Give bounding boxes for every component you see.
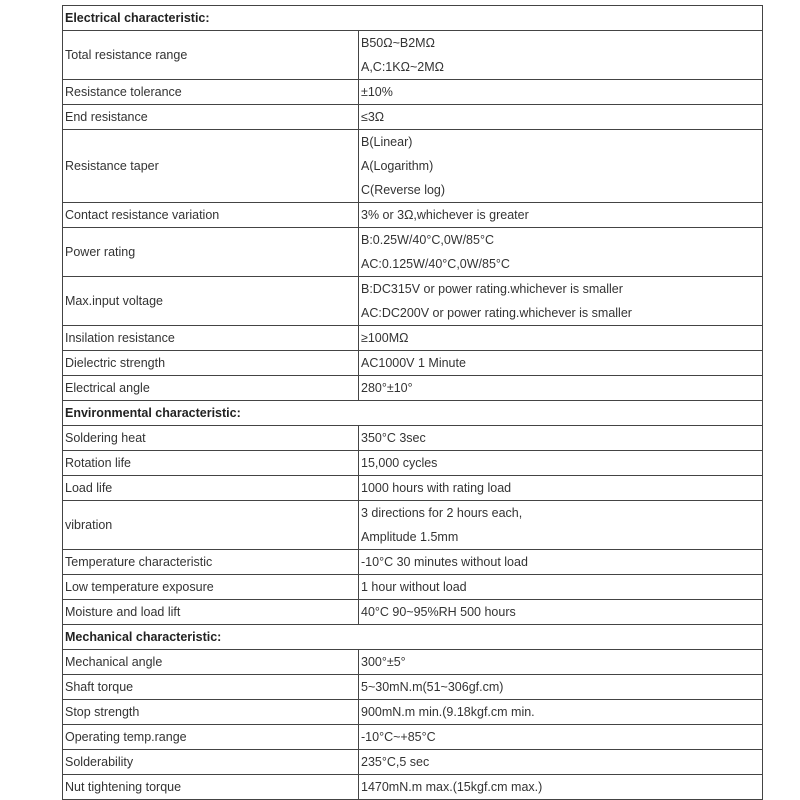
spec-value <box>359 351 763 376</box>
spec-label: Mechanical angle <box>63 650 359 675</box>
spec-value-line: ≥100MΩ <box>361 331 409 345</box>
spec-value <box>359 476 763 501</box>
spec-row <box>63 725 763 750</box>
spec-value-line: AC:DC200V or power rating.whichever is smaller <box>361 306 632 320</box>
spec-value <box>359 650 763 675</box>
spec-value <box>359 575 763 600</box>
section-title: Electrical characteristic: <box>63 6 763 31</box>
spec-row <box>63 80 763 105</box>
spec-value-line: B(Linear) <box>361 135 413 149</box>
spec-value-line: AC1000V 1 Minute <box>361 356 466 370</box>
spec-row <box>63 575 763 600</box>
section-title: Environmental characteristic: <box>63 401 763 426</box>
spec-value-line: 40°C 90~95%RH 500 hours <box>361 605 516 619</box>
spec-row <box>63 203 763 228</box>
spec-table <box>62 5 763 800</box>
spec-value-line: 3% or 3Ω,whichever is greater <box>361 208 529 222</box>
spec-row <box>63 31 763 80</box>
spec-value-line: 1470mN.m max.(15kgf.cm max.) <box>361 780 543 794</box>
spec-value <box>359 376 763 401</box>
spec-value-line: ≤3Ω <box>361 110 385 124</box>
spec-value-line: 900mN.m min.(9.18kgf.cm min. <box>361 705 535 719</box>
spec-value-line: Amplitude 1.5mm <box>361 530 459 544</box>
spec-row <box>63 476 763 501</box>
spec-value <box>359 326 763 351</box>
spec-value-line: 5~30mN.m(51~306gf.cm) <box>361 680 504 694</box>
spec-label: Dielectric strength <box>63 351 359 376</box>
spec-label: Low temperature exposure <box>63 575 359 600</box>
spec-value <box>359 700 763 725</box>
spec-value-line: 350°C 3sec <box>361 431 426 445</box>
spec-label: Temperature characteristic <box>63 550 359 575</box>
spec-row <box>63 376 763 401</box>
spec-label: Stop strength <box>63 700 359 725</box>
spec-label: Soldering heat <box>63 426 359 451</box>
spec-row <box>63 675 763 700</box>
section-header-row <box>63 401 763 426</box>
spec-value-line: 3 directions for 2 hours each, <box>361 506 523 520</box>
spec-value <box>359 130 763 203</box>
spec-label: Power rating <box>63 228 359 277</box>
spec-value <box>359 775 763 800</box>
spec-value-line: 1 hour without load <box>361 580 467 594</box>
spec-row <box>63 650 763 675</box>
spec-value-line: 1000 hours with rating load <box>361 481 512 495</box>
spec-row <box>63 228 763 277</box>
spec-value-line: B50Ω~B2MΩ <box>361 36 435 50</box>
spec-value <box>359 105 763 130</box>
spec-row <box>63 426 763 451</box>
spec-value <box>359 451 763 476</box>
section-header-row <box>63 6 763 31</box>
spec-label: Resistance tolerance <box>63 80 359 105</box>
spec-row <box>63 105 763 130</box>
spec-value <box>359 675 763 700</box>
spec-value <box>359 228 763 277</box>
spec-row <box>63 351 763 376</box>
spec-value-line: -10°C 30 minutes without load <box>361 555 528 569</box>
spec-value <box>359 550 763 575</box>
spec-label: vibration <box>63 501 359 550</box>
spec-value <box>359 600 763 625</box>
spec-value <box>359 31 763 80</box>
spec-value-line: ±10% <box>361 85 393 99</box>
spec-row <box>63 700 763 725</box>
spec-value-line: B:0.25W/40°C,0W/85°C <box>361 233 494 247</box>
spec-label: Total resistance range <box>63 31 359 80</box>
spec-value-line: 300°±5° <box>361 655 406 669</box>
spec-row <box>63 277 763 326</box>
spec-value-line: A(Logarithm) <box>361 159 434 173</box>
spec-label: Shaft torque <box>63 675 359 700</box>
spec-label: Rotation life <box>63 451 359 476</box>
spec-row <box>63 600 763 625</box>
spec-row <box>63 550 763 575</box>
section-header-row <box>63 625 763 650</box>
spec-value <box>359 277 763 326</box>
spec-value-line: 280°±10° <box>361 381 413 395</box>
spec-label: Operating temp.range <box>63 725 359 750</box>
spec-label: Contact resistance variation <box>63 203 359 228</box>
spec-value-line: A,C:1KΩ~2MΩ <box>361 60 444 74</box>
spec-label: Load life <box>63 476 359 501</box>
spec-table-body <box>63 6 763 800</box>
spec-row <box>63 451 763 476</box>
spec-row <box>63 775 763 800</box>
spec-value <box>359 426 763 451</box>
spec-value <box>359 203 763 228</box>
spec-row <box>63 130 763 203</box>
spec-value-line: AC:0.125W/40°C,0W/85°C <box>361 257 510 271</box>
spec-row <box>63 501 763 550</box>
spec-label: End resistance <box>63 105 359 130</box>
spec-label: Max.input voltage <box>63 277 359 326</box>
spec-value-line: C(Reverse log) <box>361 183 446 197</box>
spec-value <box>359 80 763 105</box>
spec-label: Resistance taper <box>63 130 359 203</box>
spec-label: Electrical angle <box>63 376 359 401</box>
spec-row <box>63 326 763 351</box>
spec-value <box>359 750 763 775</box>
spec-value-line: -10°C~+85°C <box>361 730 436 744</box>
spec-label: Nut tightening torque <box>63 775 359 800</box>
spec-row <box>63 750 763 775</box>
spec-label: Moisture and load lift <box>63 600 359 625</box>
spec-label: Insilation resistance <box>63 326 359 351</box>
spec-value <box>359 725 763 750</box>
spec-value-line: 15,000 cycles <box>361 456 438 470</box>
spec-label: Solderability <box>63 750 359 775</box>
section-title: Mechanical characteristic: <box>63 625 763 650</box>
spec-value <box>359 501 763 550</box>
spec-value-line: 235°C,5 sec <box>361 755 430 769</box>
spec-value-line: B:DC315V or power rating.whichever is smaller <box>361 282 623 296</box>
